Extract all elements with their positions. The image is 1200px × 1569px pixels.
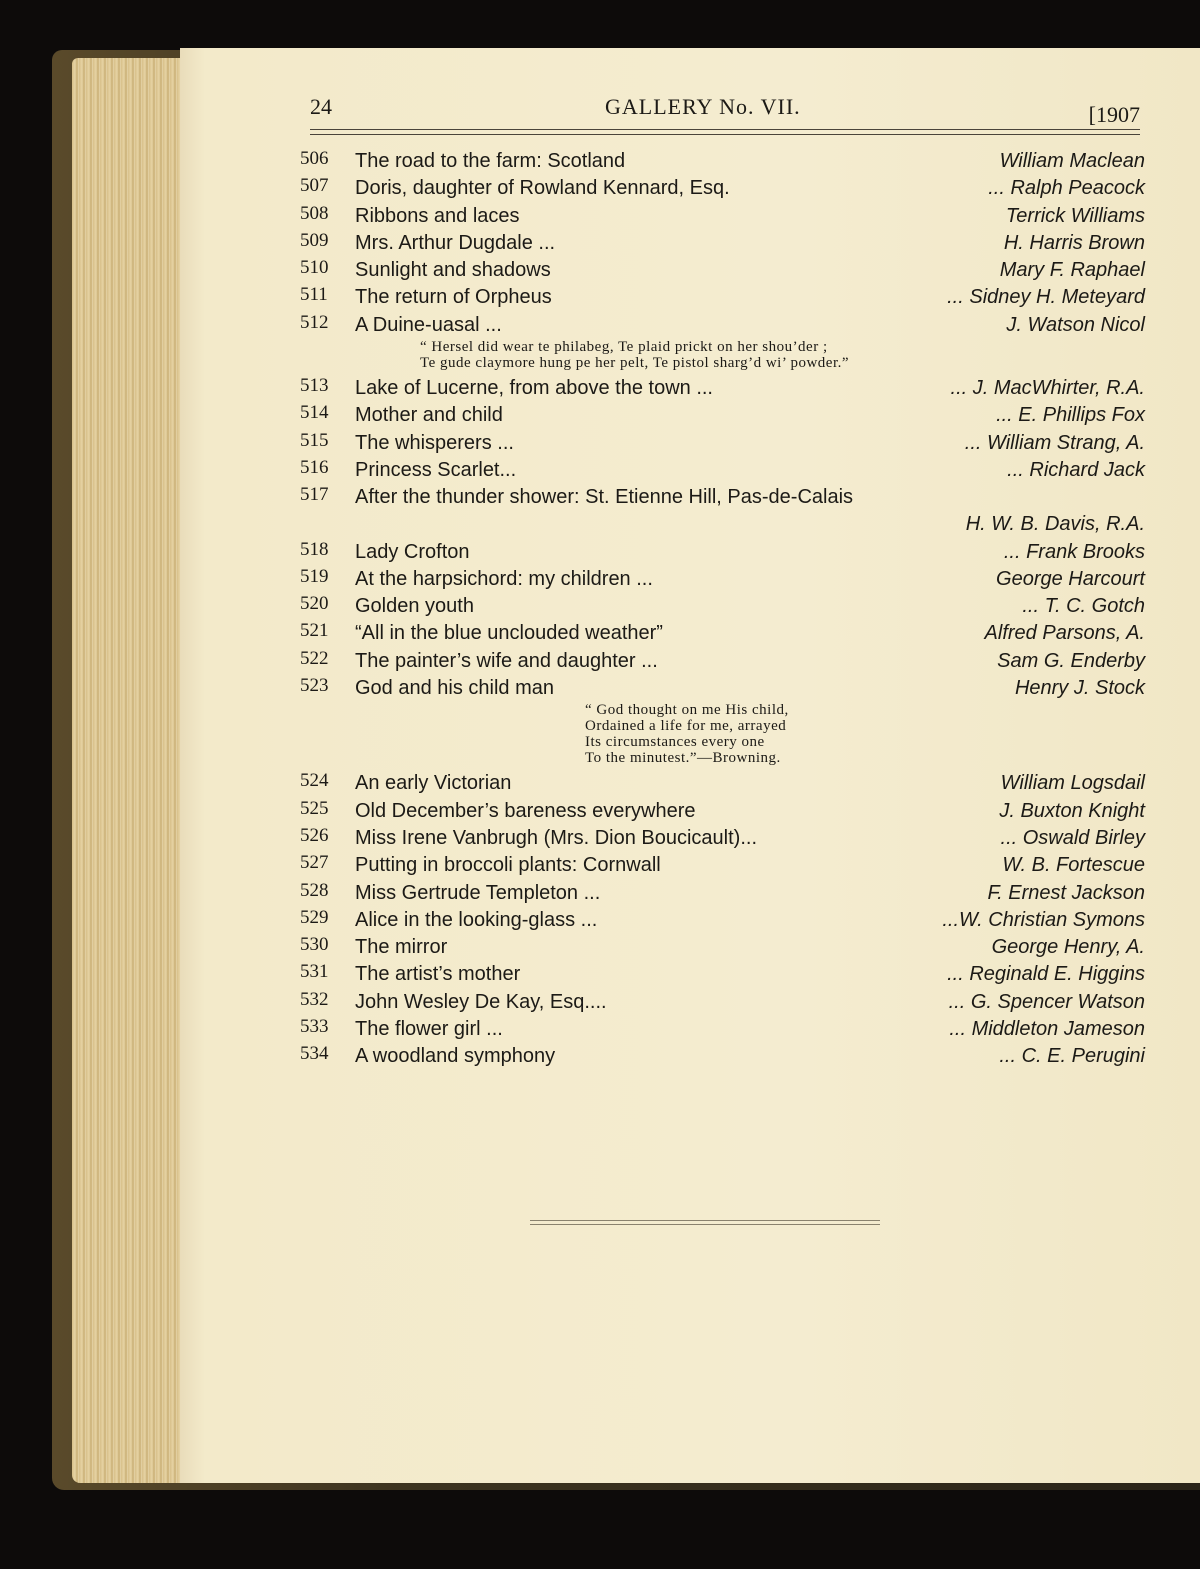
entry-title: The mirror: [355, 936, 448, 959]
entry-number: 531: [300, 961, 329, 983]
entry-title: Mother and child: [355, 404, 503, 427]
catalogue-entry: [300, 1043, 1145, 1070]
year: [1907: [1088, 102, 1140, 127]
catalogue-page: [180, 48, 1200, 1483]
entry-title: Old December’s bareness everywhere: [355, 799, 696, 822]
entry-artist: ... Oswald Birley: [1000, 826, 1145, 849]
entry-title: God and his child man: [355, 677, 555, 700]
entry-title: Alice in the looking-glass ...: [355, 908, 598, 931]
entry-number: 515: [300, 429, 329, 451]
entry-artist: ...W. Christian Symons: [942, 908, 1145, 931]
entry-title: The road to the farm: Scotland: [355, 150, 626, 172]
entry-title: Putting in broccoli plants: Cornwall: [355, 854, 661, 877]
catalogue-entry: [300, 675, 1145, 702]
entry-number: 534: [300, 1043, 329, 1065]
catalogue-entry: [300, 770, 1145, 797]
page-header: [310, 94, 1140, 130]
entry-artist: ... Richard Jack: [1007, 458, 1145, 481]
catalogue-entry: [300, 284, 1145, 311]
entry-artist: Sam G. Enderby: [997, 649, 1145, 672]
catalogue-entry: [300, 907, 1145, 934]
entry-artist: William Maclean: [999, 150, 1145, 172]
entry-artist: ... Middleton Jameson: [949, 1018, 1145, 1041]
catalogue-entry: [300, 880, 1145, 907]
entry-number: 509: [300, 229, 329, 251]
entry-title: John Wesley De Kay, Esq....: [355, 990, 607, 1013]
catalogue-entry: [300, 230, 1145, 257]
entry-number: 511: [300, 284, 328, 306]
entry-number: 518: [300, 538, 329, 560]
entry-title: Miss Irene Vanbrugh (Mrs. Dion Boucicault)...: [355, 826, 758, 849]
catalogue-entry: [300, 961, 1145, 988]
entry-number: 520: [300, 593, 329, 615]
entry-artist: ... G. Spencer Watson: [948, 990, 1145, 1013]
entry-number: 523: [300, 675, 329, 697]
catalogue-entry: [300, 175, 1145, 202]
entry-title: The return of Orpheus: [355, 286, 552, 309]
entry-title: A woodland symphony: [355, 1045, 556, 1068]
entry-artist: J. Buxton Knight: [999, 799, 1145, 822]
entry-title: Princess Scarlet...: [355, 458, 517, 481]
entry-title: Miss Gertrude Templeton ...: [355, 881, 601, 904]
catalogue-entry: [300, 539, 1145, 566]
entry-artist: ... E. Phillips Fox: [996, 404, 1145, 427]
entry-number: 529: [300, 906, 329, 928]
catalogue-entry: [300, 989, 1145, 1016]
entry-title: Golden youth: [355, 595, 474, 618]
catalogue-entry: [300, 825, 1145, 852]
entry-number: 532: [300, 988, 329, 1010]
entry-number: 519: [300, 565, 329, 587]
epigraph-line: Te gude claymore hung pe her pelt, Te pistol sharg’d wi’ powder.”: [420, 355, 850, 372]
entry-number: 521: [300, 620, 329, 642]
entry-artist: ... T. C. Gotch: [1022, 595, 1145, 618]
entry-number: 525: [300, 797, 329, 819]
entry-title: Mrs. Arthur Dugdale ...: [355, 231, 556, 254]
entry-number: 506: [300, 148, 329, 169]
entry-artist: Terrick Williams: [1005, 204, 1145, 227]
epigraph-line: To the minutest.”—Browning.: [585, 750, 781, 767]
epigraph: [300, 339, 1145, 371]
catalogue-entry: [300, 430, 1145, 457]
entry-number: 528: [300, 879, 329, 901]
catalogue-entry: [300, 1016, 1145, 1043]
entry-artist: H. Harris Brown: [1003, 231, 1145, 254]
catalogue-entry: [300, 257, 1145, 284]
catalogue-entry: [300, 852, 1145, 879]
entry-artist: ... William Strang, A.: [964, 431, 1145, 454]
entry-artist: Mary F. Raphael: [999, 259, 1145, 282]
entry-number: 522: [300, 647, 329, 669]
entry-number: 510: [300, 257, 329, 279]
entry-artist: ... Sidney H. Meteyard: [947, 286, 1145, 309]
gallery-title: GALLERY No. VII.: [605, 94, 801, 119]
entry-artist: William Logsdail: [1000, 772, 1145, 795]
entry-number: 513: [300, 375, 329, 397]
entry-artist: W. B. Fortescue: [1002, 854, 1145, 877]
entry-number: 508: [300, 202, 329, 224]
epigraph-line: Its circumstances every one: [585, 734, 765, 751]
entry-title: A Duine-uasal ...: [355, 313, 502, 336]
entry-artist: George Harcourt: [996, 567, 1145, 590]
page-edges: [72, 58, 192, 1483]
entry-artist: George Henry, A.: [991, 936, 1145, 959]
catalogue-entry: [300, 203, 1145, 230]
header-rule: [310, 129, 1140, 135]
entry-title: Doris, daughter of Rowland Kennard, Esq.: [355, 177, 730, 200]
page-number: 24: [310, 94, 332, 119]
entry-title: The whisperers ...: [355, 431, 514, 454]
catalogue-entry: [300, 620, 1145, 647]
entry-number: 512: [300, 311, 329, 333]
epigraph-line: Ordained a life for me, arrayed: [585, 718, 787, 735]
entry-title: Lady Crofton: [355, 540, 470, 563]
entry-number: 527: [300, 852, 329, 874]
entry-number: 526: [300, 824, 329, 846]
entry-title: The flower girl ...: [355, 1018, 503, 1041]
catalogue-entry: [300, 457, 1145, 484]
entry-title: The painter’s wife and daughter ...: [355, 649, 658, 672]
epigraph-line: “ God thought on me His child,: [585, 702, 789, 719]
entry-number: 524: [300, 770, 329, 792]
entry-number: 507: [300, 175, 329, 197]
catalogue-entry: [300, 312, 1145, 339]
entry-artist: ... Ralph Peacock: [988, 177, 1145, 200]
entry-artist: ... Frank Brooks: [1003, 540, 1145, 563]
entry-number: 514: [300, 402, 329, 424]
end-rule: [530, 1220, 880, 1225]
entry-title: After the thunder shower: St. Etienne Hill, Pas-de-Calais: [355, 486, 854, 509]
entry-title: The artist’s mother: [355, 963, 521, 986]
catalogue-entry: [300, 934, 1145, 961]
catalogue-entry: [300, 402, 1145, 429]
entry-artist: ... J. MacWhirter, R.A.: [950, 377, 1145, 400]
entry-title: At the harpsichord: my children ...: [355, 567, 653, 590]
entry-artist: J. Watson Nicol: [1006, 313, 1145, 336]
catalogue-entry: [300, 593, 1145, 620]
entry-title: Sunlight and shadows: [355, 259, 551, 282]
entry-title: “All in the blue unclouded weather”: [355, 622, 663, 645]
entry-artist: Henry J. Stock: [1014, 677, 1145, 700]
entry-artist: ... C. E. Perugini: [999, 1045, 1145, 1068]
catalogue-entry: [300, 148, 1145, 175]
entry-number: 530: [300, 934, 329, 956]
catalogue-entry: [300, 566, 1145, 593]
catalogue-entry: [300, 648, 1145, 675]
entry-title: An early Victorian: [355, 772, 512, 795]
catalogue-entry: [300, 375, 1145, 402]
epigraph: [300, 702, 1145, 766]
catalogue-entry: [300, 484, 1145, 536]
entry-number: 533: [300, 1016, 329, 1038]
entry-number: 516: [300, 456, 329, 478]
entry-title: Ribbons and laces: [355, 204, 520, 227]
entry-title: Lake of Lucerne, from above the town ...: [355, 377, 713, 400]
entry-artist: F. Ernest Jackson: [987, 881, 1145, 904]
entry-artist: ... Reginald E. Higgins: [947, 963, 1145, 986]
catalogue-entry: [300, 798, 1145, 825]
entry-number: 517: [300, 484, 329, 506]
entry-artist: Alfred Parsons, A.: [984, 622, 1145, 645]
catalogue-list: [300, 148, 1145, 1071]
epigraph-line: “ Hersel did wear te philabeg, Te plaid prickt on her shou’der ;: [420, 339, 828, 356]
entry-artist: H. W. B. Davis, R.A.: [965, 513, 1145, 536]
